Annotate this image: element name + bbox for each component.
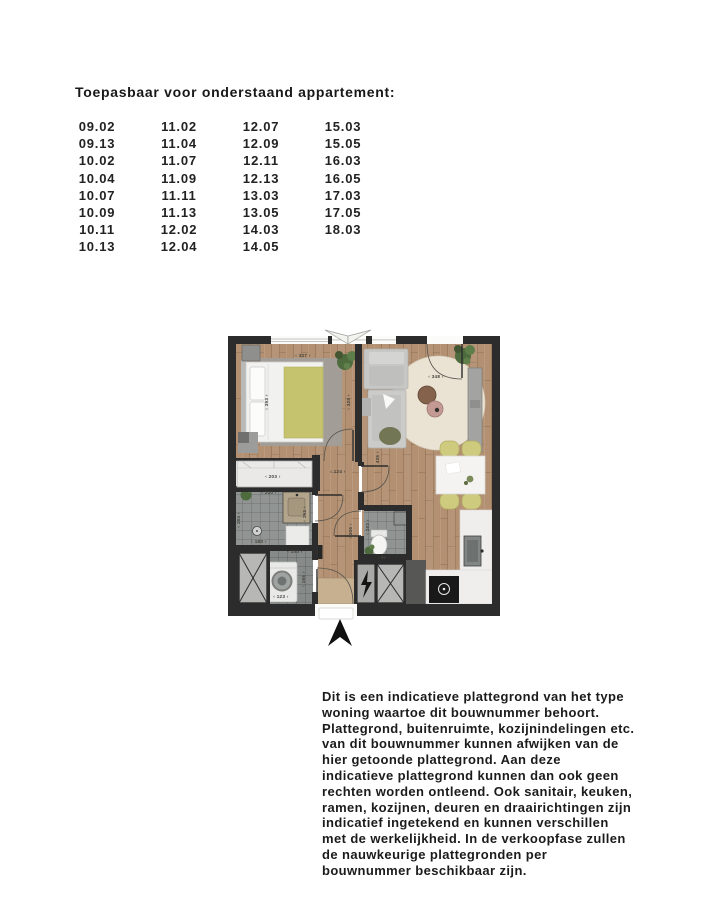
bedroom-furniture (238, 345, 357, 453)
side-table (362, 398, 371, 416)
dimension-label: ‹ 328 › (346, 394, 351, 410)
disclaimer-line: bouwnummer beschikbaar zijn. (322, 862, 527, 878)
dimension-label: ‹ 337 › (295, 353, 311, 358)
disclaimer-line: Dit is een indicatieve plattegrond van het type (322, 689, 624, 704)
disclaimer-line: van dit bouwnummer kunnen afwijken van de (322, 736, 619, 752)
apartment-number: 10.13 (78, 239, 116, 255)
bed-headboard (241, 360, 246, 444)
sideboard-decor (470, 400, 480, 408)
dimension-label: ‹ 200 › (261, 490, 277, 495)
table-plant (464, 481, 468, 485)
entrance-step (319, 608, 353, 619)
table-papers (445, 462, 461, 474)
olive-pillow (379, 427, 401, 445)
disclaimer-line: woning waartoe dit bouwnummer behoort. (322, 704, 600, 720)
apartment-number: 14.05 (242, 239, 280, 255)
pillow (250, 402, 265, 436)
entrance-mat (317, 578, 355, 604)
dimension-label: ‹ 180 › (251, 539, 267, 544)
basin-faucet (296, 494, 299, 497)
bed-duvet (284, 367, 323, 438)
dining-chair (462, 441, 481, 457)
dimension-label: ‹ 193 › (365, 519, 370, 535)
dimension-label: ‹ 90 › (377, 555, 391, 560)
bedroom-living-wall (355, 344, 362, 462)
nightstand (242, 345, 260, 361)
floorplan-figure (226, 326, 504, 650)
disclaimer-text (322, 689, 720, 879)
bedroom-window (271, 336, 328, 344)
dimension-label: ‹ 165 › (301, 571, 306, 587)
disclaimer-line: ramen, kozijnen, deuren en draairichtingen zijn (322, 799, 632, 815)
dimension-label: ‹ 435 › (375, 451, 380, 467)
apartment-number: 10.09 (78, 204, 116, 220)
table-decor (435, 408, 439, 412)
apartment-number: 11.04 (161, 136, 197, 152)
dresser-top (238, 432, 249, 443)
page-title: Toepasbaar voor onderstaand appartement: (75, 84, 396, 100)
apartment-number: 10.07 (78, 187, 116, 203)
apartment-number: 16.03 (324, 153, 362, 169)
apartment-number: 11.09 (161, 170, 197, 186)
dimension-label: ‹ 306 › (348, 523, 353, 539)
dining-chair (462, 493, 481, 509)
disclaimer-line: Plattegrond, buitenruimte, kozijnindelingen etc. (322, 720, 635, 736)
apartment-number: 12.09 (242, 136, 280, 152)
apartment-number: 10.11 (79, 222, 115, 238)
dimension-label: ‹ 100 › (287, 549, 303, 554)
dimension-label: ‹ 124 › (330, 469, 346, 474)
shower-tray (286, 526, 309, 546)
apartment-number: 12.04 (160, 239, 198, 255)
faucet (480, 549, 483, 552)
apartment-number: 12.11 (243, 153, 279, 169)
dimension-label: ‹ 348 › (428, 374, 444, 379)
disclaimer-line: de nauwkeurige plattegronden per (322, 846, 548, 862)
disclaimer-line: indicatieve plattegrond kunnen dan ook geen (322, 767, 619, 783)
apartment-number: 10.02 (78, 153, 116, 169)
apartment-number: 10.04 (78, 170, 116, 186)
apartment-number-grid (56, 118, 386, 256)
disclaimer-line: met de werkelijkheid. In de verkoopfase zullen (322, 831, 626, 847)
apartment-number: 17.03 (324, 187, 362, 203)
disclaimer-line: hier getoonde plattegrond. Aan deze (322, 752, 561, 768)
apartment-number: 09.02 (78, 119, 116, 134)
dining-chair (440, 493, 459, 509)
apartment-number: 11.11 (161, 187, 197, 203)
floorplan-svg (226, 326, 504, 650)
apartment-number: 11.13 (161, 204, 197, 220)
apartment-column (302, 118, 384, 256)
dining-chair (440, 441, 459, 457)
apartment-number: 13.05 (242, 204, 280, 220)
disclaimer-line: indicatief ingetekend en kunnen verschillen (322, 815, 609, 831)
apartment-number: 12.07 (242, 119, 280, 134)
apartment-number: 15.05 (324, 136, 362, 152)
dining-table (436, 456, 485, 494)
disclaimer-line: rechten worden ontleend. Ook sanitair, keuken, (322, 783, 633, 799)
coat-rack (318, 545, 323, 559)
apartment-column (138, 118, 220, 256)
sofa-seat (369, 366, 404, 386)
side-coffee-table (427, 401, 443, 417)
apartment-number: 14.03 (242, 222, 280, 238)
dimension-label: ‹ 123 › (273, 594, 289, 599)
apartment-number: 11.02 (161, 119, 197, 134)
apartment-number: 18.03 (324, 222, 362, 238)
apartment-number: 17.05 (324, 204, 362, 220)
apartment-number: 13.03 (242, 187, 280, 203)
apartment-number: 12.02 (160, 222, 198, 238)
apartment-number: 15.03 (324, 119, 362, 134)
sofa-back-cushion (369, 352, 404, 364)
sink-basin (467, 540, 478, 562)
balcony-door-opening (427, 336, 463, 344)
living-furniture (362, 345, 485, 452)
dimension-label: ‹ 393 › (264, 394, 269, 410)
pillow (250, 367, 265, 400)
table-plant (467, 476, 474, 483)
dimension-label: ‹ 184 › (236, 512, 241, 528)
north-arrow-icon (328, 619, 352, 646)
dimension-label: ‹ 203 › (265, 474, 281, 479)
apartment-column (220, 118, 302, 256)
sideboard (468, 368, 482, 452)
toilet-sink (394, 512, 407, 525)
apartment-column (56, 118, 138, 256)
apartment-number: 09.13 (78, 136, 116, 152)
apartment-number: 11.07 (161, 153, 197, 169)
dimension-label: ‹ 153 › (302, 506, 307, 522)
apartment-number: 12.13 (242, 170, 280, 186)
apartment-number: 16.05 (324, 170, 362, 186)
